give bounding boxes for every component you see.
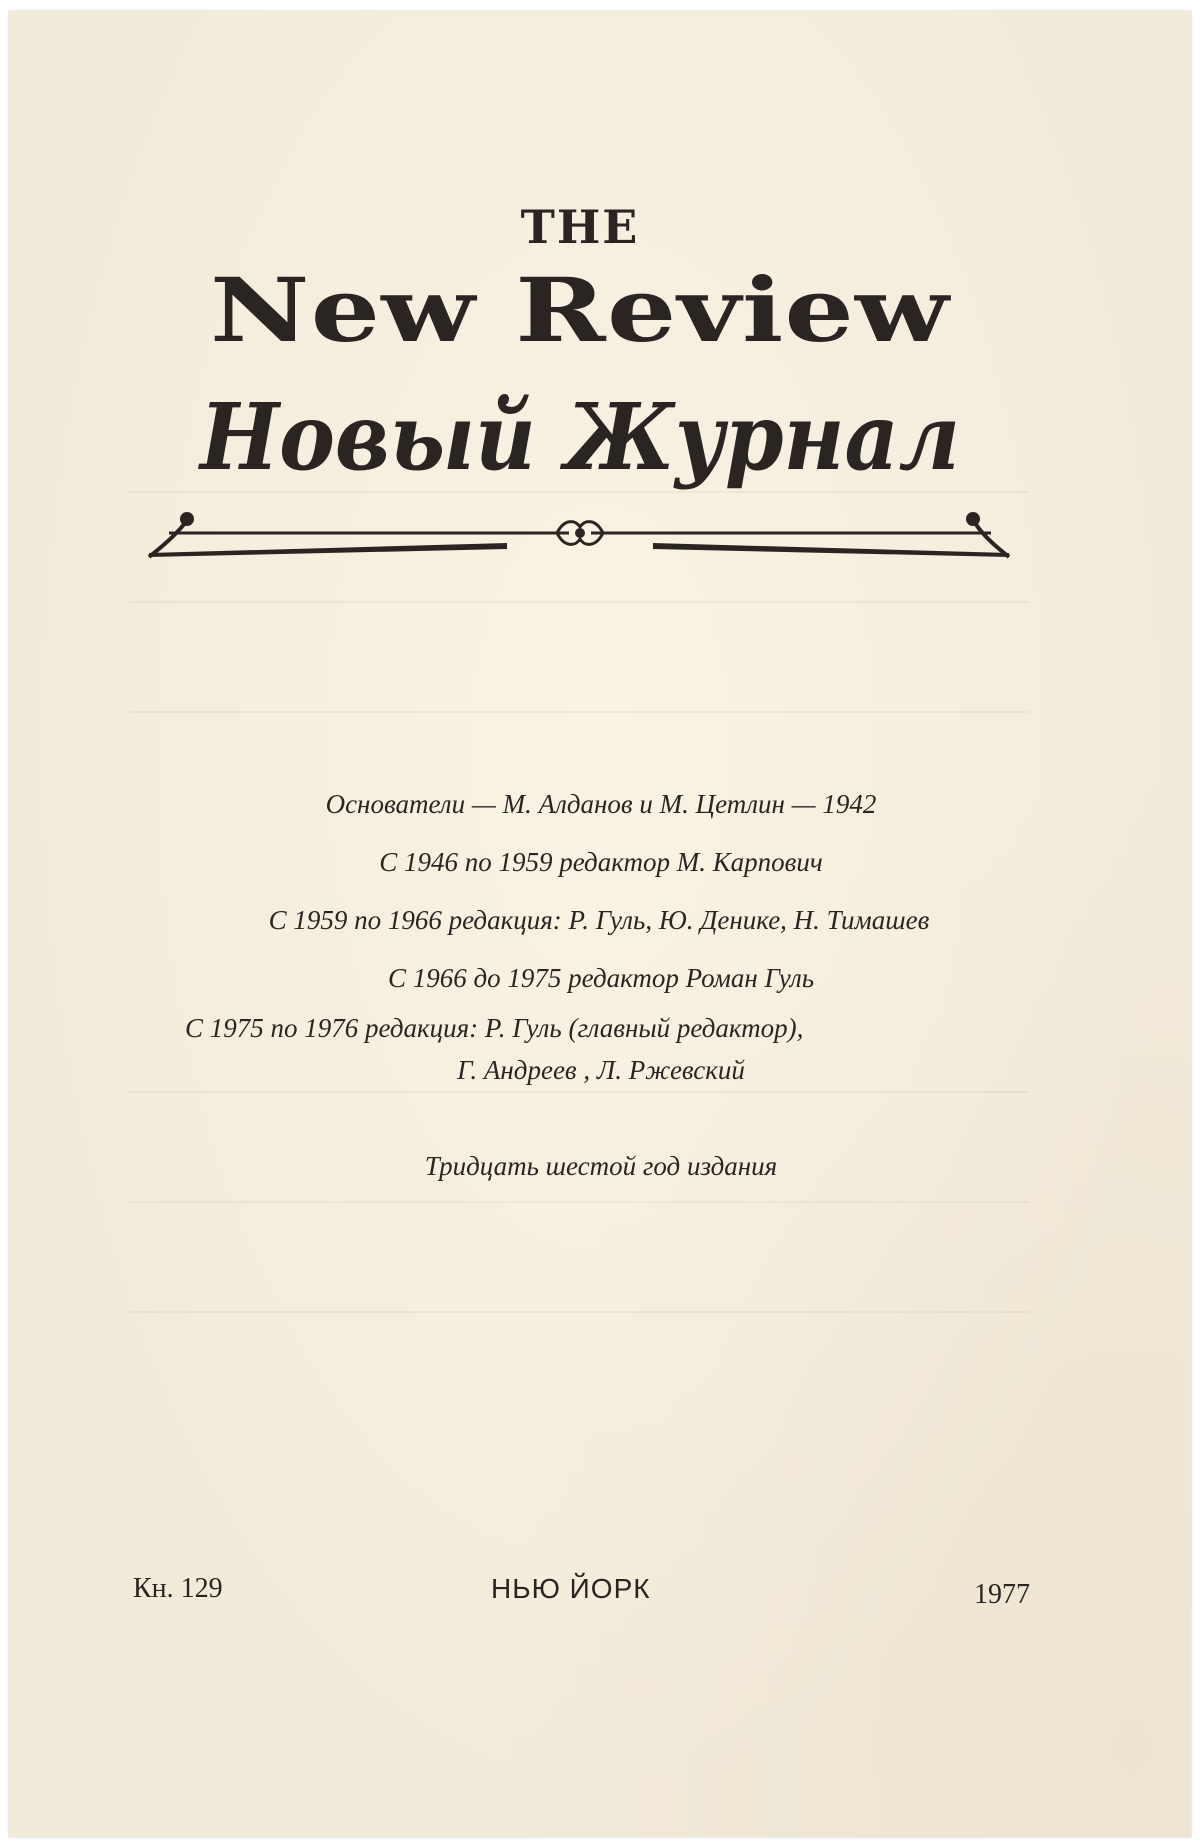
editor-1966-line: С 1966 до 1975 редактор Роман Гуль xyxy=(387,963,815,993)
book-number: Кн. 129 xyxy=(133,1573,223,1604)
editorial-board-members-line: Г. Андреев , Л. Ржевский xyxy=(457,1055,745,1085)
edition-year-line: Тридцать шестой год издания xyxy=(424,1151,778,1181)
publication-year: 1977 xyxy=(974,1579,1030,1610)
title-page xyxy=(9,11,1191,1837)
city: НЬЮ ЙОРК xyxy=(491,1573,651,1604)
founders-line: Основатели — М. Алданов и М. Цетлин — 1942 xyxy=(325,789,877,819)
masthead-russian-title: Новый Журнал xyxy=(197,383,961,491)
ornamental-rule xyxy=(149,512,1009,557)
masthead-logo xyxy=(9,11,1191,571)
editor-1946-line: С 1946 по 1959 редактор М. Карпович xyxy=(379,847,823,877)
editorial-board-1959-line: С 1959 по 1966 редакция: Р. Гуль, Ю. Денике, Н. Тимашев xyxy=(268,905,930,935)
masthead xyxy=(9,11,1191,571)
editorial-board-1975-line: С 1975 по 1976 редакция: Р. Гуль (главный редактор), xyxy=(185,1013,804,1043)
masthead-english-title: New Review xyxy=(210,258,952,362)
masthead-the: THE xyxy=(520,200,640,254)
